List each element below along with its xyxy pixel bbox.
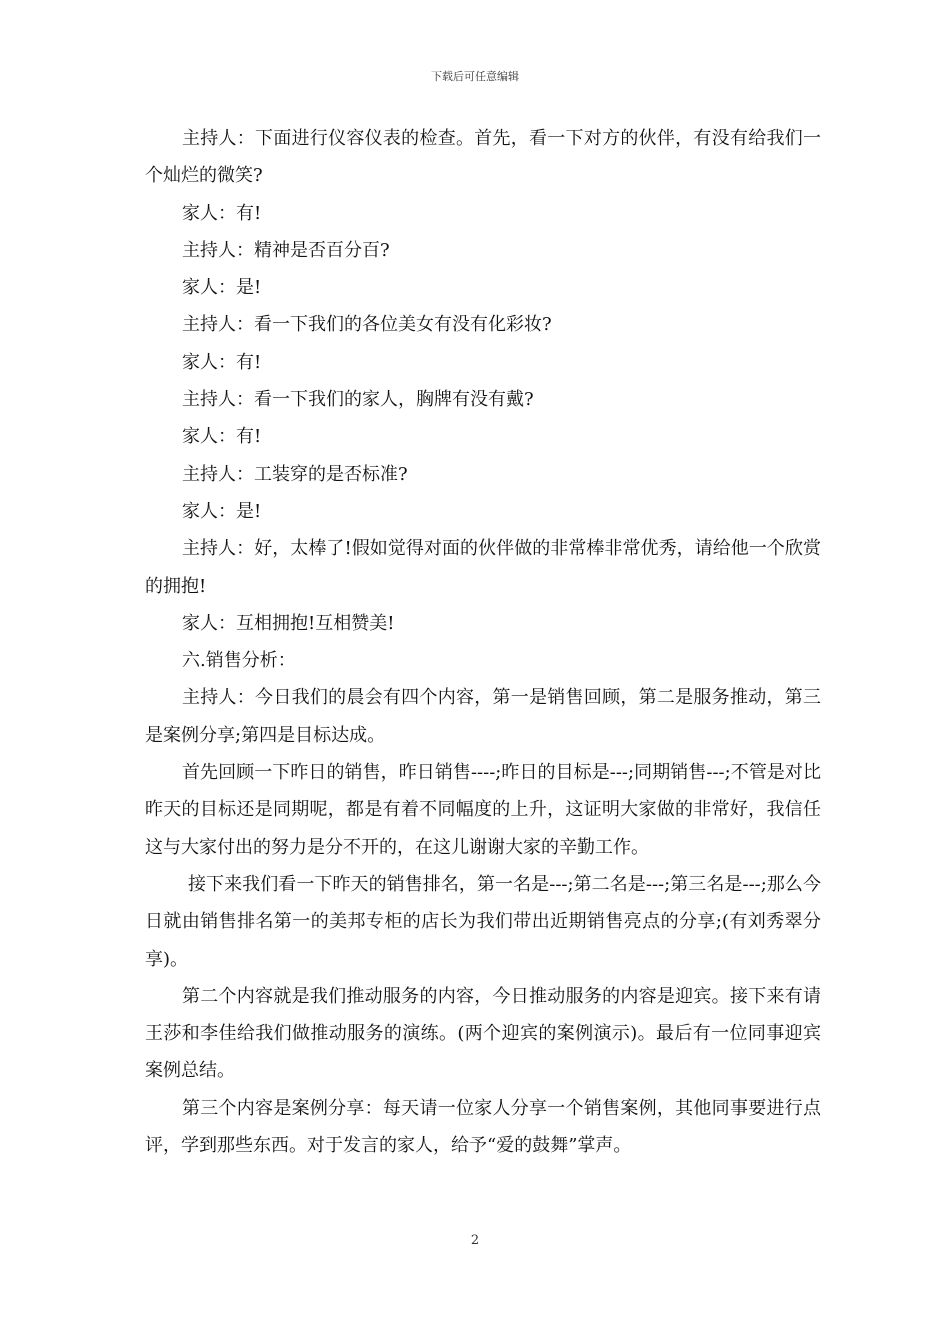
paragraph: 家人：有! xyxy=(182,202,262,224)
paragraph: 第三个内容是案例分享：每天请一位家人分享一个销售案例，其他同事要进行点评，学到那些东西。对于发言的家人，给予“爱的鼓舞”掌声。 xyxy=(145,1097,821,1157)
paragraph: 接下来我们看一下昨天的销售排名，第一名是---;第二名是---;第三名是---;那么今日就由销售排名第一的美邦专柜的店长为我们带出近期销售亮点的分享;(有刘秀翠分享)。 xyxy=(145,873,821,970)
paragraph: 主持人：好，太棒了!假如觉得对面的伙伴做的非常棒非常优秀，请给他一个欣赏的拥抱! xyxy=(145,538,821,597)
paragraph: 主持人：工装穿的是否标准? xyxy=(182,463,408,485)
paragraph: 第二个内容就是我们推动服务的内容，今日推动服务的内容是迎宾。接下来有请王莎和李佳给我们做推动服务的演练。(两个迎宾的案例演示)。最后有一位同事迎宾案例总结。 xyxy=(145,985,821,1082)
page-number: 2 xyxy=(470,1233,480,1248)
paragraph: 家人：是! xyxy=(182,500,262,522)
paragraph: 家人：有! xyxy=(182,426,262,448)
paragraph: 主持人：精神是否百分百? xyxy=(182,239,390,261)
paragraph: 主持人：今日我们的晨会有四个内容，第一是销售回顾，第二是服务推动，第三是案例分享;第四是目标达成。 xyxy=(145,687,821,746)
paragraph: 主持人：下面进行仪容仪表的检查。首先，看一下对方的伙伴，有没有给我们一个灿烂的微笑? xyxy=(145,128,821,187)
paragraph: 主持人：看一下我们的各位美女有没有化彩妆? xyxy=(182,314,552,336)
paragraph: 首先回顾一下昨日的销售，昨日销售----;昨日的目标是---;同期销售---;不管是对比昨天的目标还是同期呢，都是有着不同幅度的上升，这证明大家做的非常好，我信任这与大家付出的努力是分不开的，在这儿谢谢大家的辛勤工作。 xyxy=(145,762,821,858)
paragraph: 主持人：看一下我们的家人，胸牌有没有戴? xyxy=(182,389,534,411)
section-heading: 六.销售分析： xyxy=(182,650,296,672)
document-body xyxy=(145,120,821,1164)
paragraph: 家人：是! xyxy=(182,277,262,299)
page-header: 下载后可任意编辑 xyxy=(431,70,519,83)
paragraph: 家人：互相拥抱!互相赞美! xyxy=(182,612,395,634)
paragraph: 家人：有! xyxy=(182,351,262,373)
